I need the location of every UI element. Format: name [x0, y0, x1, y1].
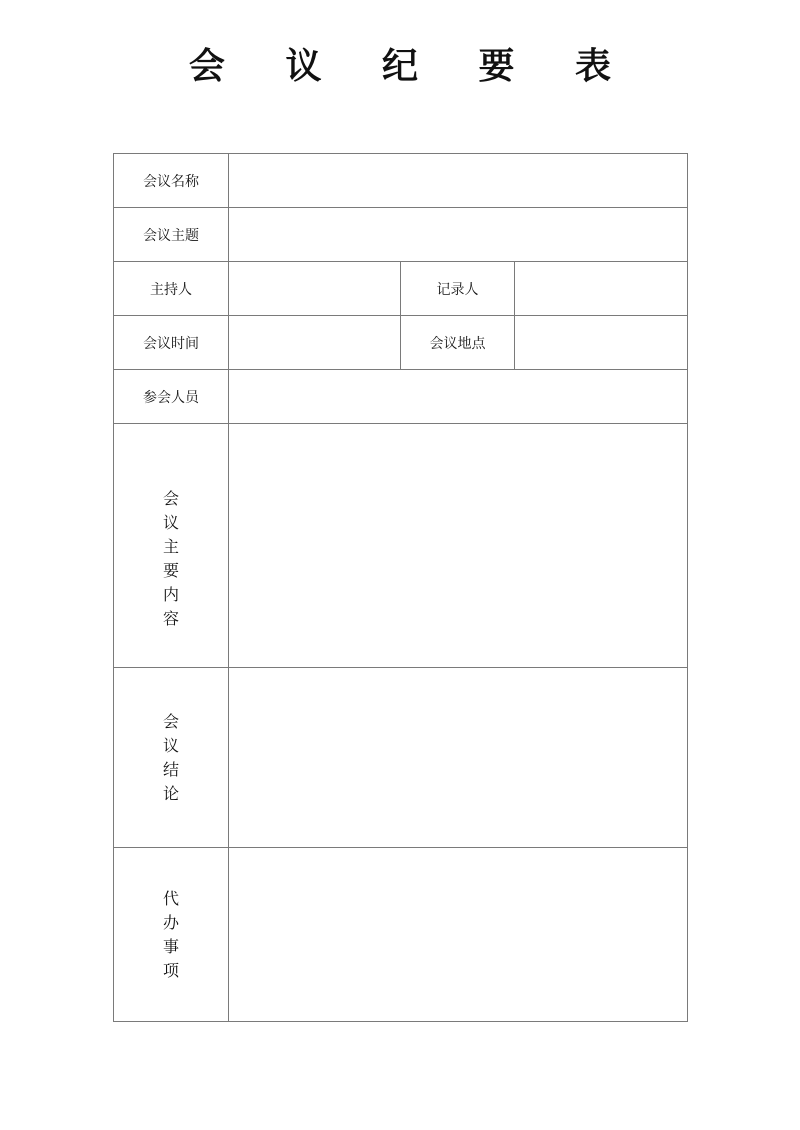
main-content-field[interactable]: [229, 424, 688, 668]
meeting-location-field[interactable]: [515, 316, 688, 370]
row-todo: [114, 848, 688, 1022]
attendees-field[interactable]: [229, 370, 688, 424]
meeting-name-label: 会议名称: [114, 154, 229, 208]
meeting-topic-field[interactable]: [229, 208, 688, 262]
meeting-time-label: 会议时间: [114, 316, 229, 370]
row-main-content: [114, 424, 688, 668]
main-content-label-char: 内: [162, 585, 179, 604]
main-content-label: [114, 424, 229, 668]
meeting-topic-label: 会议主题: [114, 208, 229, 262]
attendees-label: 参会人员: [114, 370, 229, 424]
conclusion-label: [114, 668, 229, 848]
recorder-field[interactable]: [515, 262, 688, 316]
recorder-label: 记录人: [401, 262, 515, 316]
row-meeting-topic: [114, 208, 688, 262]
meeting-minutes-form: [113, 153, 688, 1022]
meeting-name-field[interactable]: [229, 154, 688, 208]
page-title: 会 议 纪 要 表: [188, 46, 636, 87]
host-field[interactable]: [229, 262, 401, 316]
conclusion-label-char: 会: [162, 711, 179, 731]
main-content-label-char: 容: [162, 609, 179, 628]
todo-label: [114, 848, 229, 1022]
meeting-location-label: 会议地点: [401, 316, 515, 370]
todo-label-char: 代: [162, 888, 179, 908]
row-attendees: [114, 370, 688, 424]
todo-label-char: 项: [162, 960, 179, 980]
todo-label-char: 事: [162, 936, 179, 956]
row-meeting-name: [114, 154, 688, 208]
row-conclusion: [114, 668, 688, 848]
main-content-label-char: 议: [162, 513, 179, 532]
main-content-label-char: 会: [162, 489, 179, 508]
conclusion-label-char: 论: [162, 783, 179, 803]
conclusion-label-char: 议: [162, 735, 179, 755]
todo-label-char: 办: [162, 912, 179, 932]
conclusion-field[interactable]: [229, 668, 688, 848]
conclusion-label-char: 结: [162, 759, 179, 779]
host-label: 主持人: [114, 262, 229, 316]
row-host-recorder: [114, 262, 688, 316]
todo-field[interactable]: [229, 848, 688, 1022]
main-content-label-char: 主: [162, 537, 179, 556]
meeting-time-field[interactable]: [229, 316, 401, 370]
main-content-label-char: 要: [162, 561, 179, 580]
row-time-location: [114, 316, 688, 370]
